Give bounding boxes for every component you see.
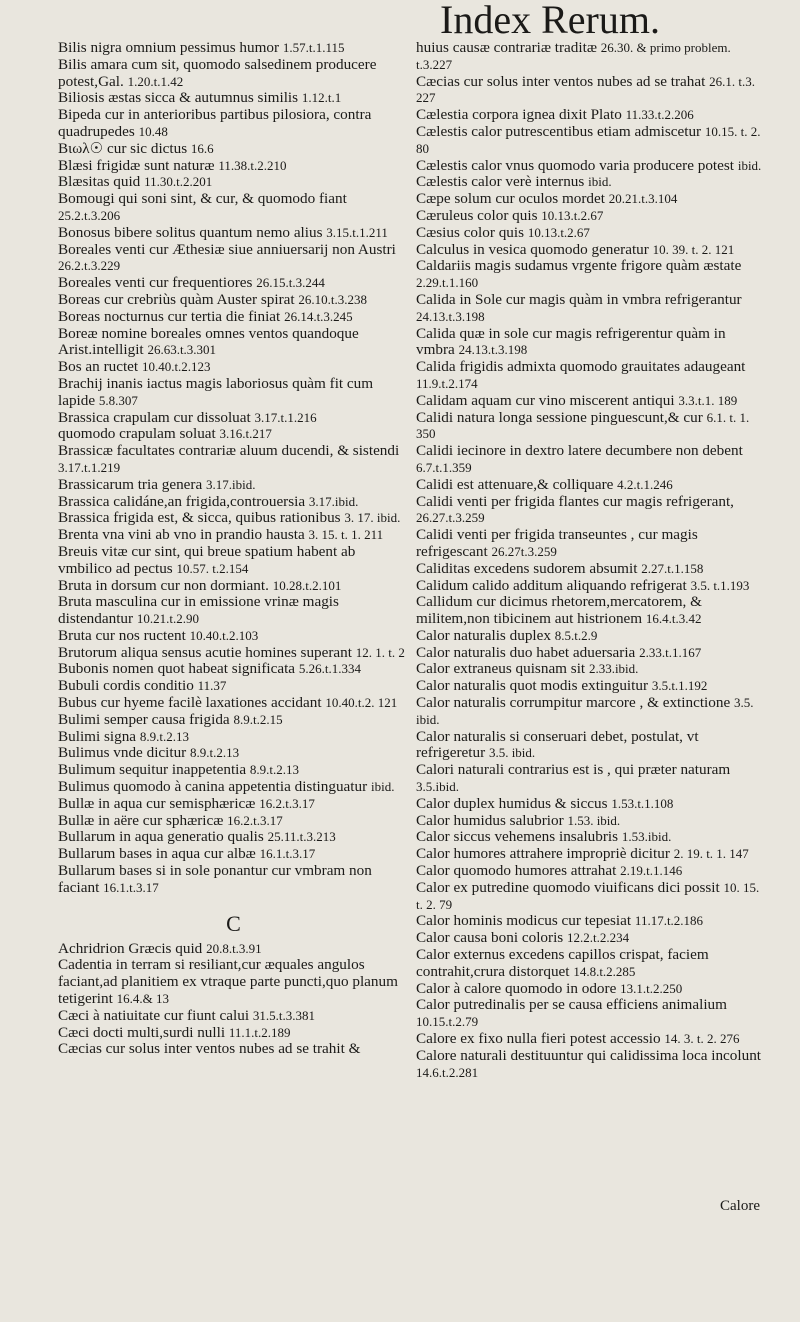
entry-location: 1.20.t.1.42 (127, 73, 184, 89)
entry-text: Brenta vna vini ab vno in prandio hausta (58, 526, 305, 544)
index-c-entries-continued (416, 40, 768, 1081)
entry-text: Boreæ nomine boreales omnes ventos quandoque Arist.intelligit (58, 324, 359, 359)
index-entry (416, 443, 768, 477)
entry-location: 16.6 (190, 140, 214, 156)
entry-location: 3.3.t.1. 189 (678, 392, 738, 408)
entry-location: 10.48 (138, 123, 168, 139)
index-entry (416, 930, 768, 947)
entry-location: 10.13.t.2.67 (541, 207, 604, 223)
entry-location: 3.5. ibid. (416, 695, 754, 727)
entry-text: Blæsitas quid (58, 173, 141, 191)
index-entry (416, 174, 768, 191)
entry-text: Calore naturali destituuntur qui calidissima loca incolunt (416, 1046, 762, 1064)
entry-text: Brassica calidáne,an frigida,controuersia (58, 492, 306, 510)
entry-text: Brassicarum tria genera (58, 475, 203, 493)
entry-location: 25.11.t.3.213 (267, 829, 336, 845)
index-entry (416, 242, 768, 259)
entry-text: Brutorum aliqua sensus acutie homines superant (58, 643, 352, 661)
entry-text: Cæruleus color quis (416, 206, 538, 224)
index-entry (58, 544, 410, 578)
index-entry (58, 745, 410, 762)
entry-location: 8.9.t.2.13 (249, 762, 300, 778)
entry-text: Brassica crapulam cur dissoluat (58, 408, 251, 426)
index-entry (58, 628, 410, 645)
entry-text: Calori naturali contrarius est is , qui præter naturam (416, 761, 731, 779)
entry-text: Calor naturalis duo habet aduersaria (416, 643, 636, 661)
entry-location: 3.5. t.1.193 (690, 577, 750, 593)
entry-text: Cælestia corpora ignea dixit Plato (416, 106, 622, 124)
section-letter: C (226, 910, 242, 936)
index-entry (416, 258, 768, 292)
entry-location: ibid. (588, 174, 612, 190)
index-entry (416, 1031, 768, 1048)
page-title: Index Rerum. (440, 0, 660, 42)
entry-location: 3.5. ibid. (488, 745, 536, 761)
index-entry (416, 158, 768, 175)
entry-location: ibid. (737, 157, 762, 173)
entry-text: Calida frigidis admixta quomodo grauitates adaugeant (416, 358, 746, 376)
entry-text: Bubuli cordis conditio (58, 677, 194, 695)
index-entry (58, 846, 410, 863)
entry-text: Bullæ in aëre cur sphæricæ (58, 811, 224, 829)
index-entry (58, 90, 410, 107)
entry-text: Brachij inanis iactus magis laboriosus quàm fit cum lapide (58, 374, 374, 409)
index-entry (416, 477, 768, 494)
entry-text: Cæpe solum cur oculos mordet (416, 190, 605, 208)
index-entry (58, 645, 410, 662)
entry-location: 3.15.t.1.211 (326, 224, 388, 240)
entry-text: Calidum calido additum aliquando refrigerat (416, 576, 687, 594)
entry-text: Calor externus excedens capillos crispat, faciem contrahit,crura distorquet (416, 946, 709, 980)
entry-location: 8.9.t.2.13 (139, 728, 189, 744)
index-entry (58, 678, 410, 695)
index-entry (58, 242, 410, 276)
entry-text: Calor naturalis si conseruari debet, postulat, vt refrigeretur (416, 727, 699, 762)
entry-location: 14.6.t.2.281 (416, 1064, 479, 1080)
entry-location: 3. 17. ibid. (344, 510, 401, 526)
entry-text: Calor duplex humidus & siccus (416, 794, 608, 812)
entry-text: Bruta masculina cur in emissione vrinæ magis distendantur (58, 593, 339, 628)
index-entry (416, 292, 768, 326)
entry-location: 3.17.ibid. (308, 493, 359, 509)
entry-location: 8.5.t.2.9 (554, 627, 598, 643)
entry-text: Cadentia in terram si resiliant,cur æquales angulos faciant,ad planitiem ex vtraque parte puncti,quo planum tetigerint (58, 956, 398, 1008)
index-c-entries (58, 941, 410, 1059)
index-entry (416, 578, 768, 595)
entry-location: 11.37 (197, 678, 227, 694)
entry-location: 10.40.t.2.103 (189, 627, 259, 643)
index-entry (58, 1025, 410, 1042)
entry-text: Βιωλ☉ cur sic dictus (58, 139, 188, 157)
entry-location: 26.63.t.3.301 (147, 342, 217, 358)
entry-location: 3. 15. t. 1. 211 (308, 527, 384, 543)
entry-text: Boreales venti cur frequentiores (58, 274, 253, 292)
index-entry (416, 796, 768, 813)
entry-text: Breuis vitæ cur sint, qui breue spatium habent ab vmbilico ad pectus (58, 542, 356, 577)
entry-text: Calor siccus vehemens insalubris (416, 828, 619, 846)
entry-location: 11.9.t.2.174 (416, 375, 478, 391)
entry-location: 1.12.t.1 (301, 90, 342, 106)
index-entry (58, 410, 410, 427)
entry-text: Calor à calore quomodo in odore (416, 979, 617, 997)
index-entry (416, 981, 768, 998)
entry-location: 16.2.t.3.17 (227, 812, 283, 828)
index-entry (58, 292, 410, 309)
index-entry (58, 957, 410, 1007)
index-entry (58, 40, 410, 57)
entry-location: 14. 3. t. 2. 276 (664, 1031, 740, 1047)
entry-location: 31.5.t.3.381 (252, 1007, 315, 1023)
entry-text: Calor humores attrahere impropriè dicitur (416, 845, 670, 863)
entry-text: Brassica frigida est, & sicca, quibus rationibus (58, 509, 341, 527)
entry-location: 8.9.t.2.15 (233, 711, 283, 727)
entry-location: 11.38.t.2.210 (218, 157, 287, 173)
index-entry (416, 40, 768, 74)
entry-text: Calor naturalis quot modis extinguitur (416, 677, 649, 695)
entry-location: 26.14.t.3.245 (284, 308, 353, 324)
index-b-entries (58, 40, 410, 897)
entry-text: Brassicæ facultates contrariæ aluum ducendi, & sistendi (58, 442, 400, 460)
index-entry (416, 947, 768, 981)
entry-text: Boreas cur crebriùs quàm Auster spirat (58, 290, 295, 308)
entry-location: 10. 39. t. 2. 121 (652, 241, 735, 257)
entry-location: 24.13.t.3.198 (458, 342, 528, 358)
index-entry (416, 913, 768, 930)
entry-text: Caliditas excedens sudorem absumit (416, 559, 638, 577)
entry-text: Boreas nocturnus cur tertia die finiat (58, 307, 281, 325)
entry-location: 16.1.t.3.17 (103, 879, 159, 895)
index-entry (58, 426, 410, 443)
entry-location: 25.2.t.3.206 (58, 207, 121, 223)
catchword: Calore (720, 1198, 760, 1214)
index-entry (58, 762, 410, 779)
index-entry (416, 762, 768, 796)
index-entry (58, 494, 410, 511)
entry-location: 8.9.t.2.13 (190, 745, 240, 761)
entry-location: 13.1.t.2.250 (620, 980, 683, 996)
index-entry (58, 359, 410, 376)
entry-text: Cæsius color quis (416, 223, 525, 241)
entry-text: Bulimus quomodo à canina appetentia distinguatur (58, 778, 368, 796)
entry-location: 12. 1. t. 2 (355, 644, 405, 660)
index-entry (58, 57, 410, 91)
entry-location: 10. 15. t. 2. 79 (416, 879, 760, 912)
index-entry (416, 208, 768, 225)
entry-location: 11.17.t.2.186 (634, 913, 704, 929)
entry-location: 1.53. ibid. (567, 812, 621, 828)
entry-location: 3.17.t.1.216 (254, 409, 317, 425)
entry-location: 26.30. & primo problem. t.3.227 (416, 40, 731, 72)
entry-location: 4.2.t.1.246 (617, 476, 673, 492)
entry-location: 2.29.t.1.160 (416, 275, 479, 291)
entry-text: Calidi venti per frigida transeuntes , cur magis refrigescant (416, 526, 698, 560)
entry-location: 12.2.t.2.234 (567, 930, 630, 946)
index-entry (416, 107, 768, 124)
entry-location: 10.28.t.2.101 (272, 577, 342, 593)
entry-text: Bubus cur hyeme facilè laxationes accidant (58, 694, 322, 712)
entry-text: Bilis nigra omnium pessimus humor (58, 39, 280, 56)
entry-location: 14.8.t.2.285 (573, 963, 636, 979)
entry-text: Bulimi semper causa frigida (58, 710, 230, 728)
entry-text: Caldariis magis sudamus vrgente frigore quàm æstate (416, 257, 742, 275)
index-entry (58, 225, 410, 242)
index-entry (416, 225, 768, 242)
entry-location: 11.1.t.2.189 (228, 1024, 291, 1040)
index-entry (416, 124, 768, 158)
entry-text: Cælestis calor vnus quomodo varia producere potest (416, 156, 735, 174)
index-entry (416, 1048, 768, 1082)
entry-text: Bilis amara cum sit, quomodo salsedinem producere potest,Gal. (58, 55, 377, 90)
entry-text: Cælestis calor putrescentibus etiam admiscetur (416, 122, 702, 140)
entry-location: 10.21.t.2.90 (136, 611, 199, 627)
entry-text: Calidi est attenuare,& colliquare (416, 475, 614, 493)
entry-location: 10.57. t.2.154 (176, 560, 249, 576)
index-entry (58, 661, 410, 678)
entry-text: Bipeda cur in anterioribus partibus pilosiora, contra quadrupedes (58, 106, 372, 140)
entry-text: Boreales venti cur Æthesiæ siue anniuersarij non Austri (58, 240, 396, 258)
entry-location: 2.27.t.1.158 (641, 560, 704, 576)
entry-text: Calidi iecinore in dextro latere decumbere non debent (416, 442, 743, 460)
index-entry (58, 779, 410, 796)
left-column (58, 40, 410, 1058)
entry-location: 16.4.& 13 (116, 991, 169, 1007)
index-entry (416, 410, 768, 444)
entry-location: 3.17.t.1.219 (58, 459, 121, 475)
index-entry (58, 1008, 410, 1025)
index-entry (416, 74, 768, 108)
index-entry (58, 1041, 410, 1058)
entry-location: 20.8.t.3.91 (206, 940, 262, 956)
entry-location: 3.5.ibid. (416, 779, 459, 795)
index-entry (58, 829, 410, 846)
entry-text: Bullarum bases in aqua cur albæ (58, 845, 256, 863)
entry-text: Bullarum in aqua generatio qualis (58, 828, 264, 846)
entry-location: 3.5.t.1.192 (651, 678, 708, 694)
entry-text: Bulimus vnde dicitur (58, 744, 187, 762)
entry-text: Bomougi qui soni sint, & cur, & quomodo fiant (58, 190, 347, 208)
entry-text: Calor naturalis corrumpitur marcore , & extinctione (416, 694, 731, 712)
entry-text: Calor naturalis duplex (416, 626, 551, 644)
entry-location: 16.4.t.3.42 (645, 611, 702, 627)
entry-location: 26.15.t.3.244 (256, 275, 325, 291)
entry-location: 24.13.t.3.198 (416, 308, 485, 324)
entry-location: 16.1.t.3.17 (259, 846, 316, 862)
entry-location: 2. 19. t. 1. 147 (673, 846, 749, 862)
index-entry (58, 107, 410, 141)
index-entry (58, 796, 410, 813)
entry-location: 10.15. t. 2. 80 (416, 123, 761, 156)
entry-text: Calore ex fixo nulla fieri potest accessio (416, 1030, 661, 1048)
entry-location: ibid. (370, 779, 395, 795)
index-entry (58, 729, 410, 746)
index-entry (58, 141, 410, 158)
index-entry (416, 863, 768, 880)
entry-location: 6.1. t. 1. 350 (416, 409, 750, 442)
entry-text: Bulimi signa (58, 727, 137, 745)
entry-text: Bruta cur nos ructent (58, 626, 186, 644)
entry-text: Biliosis æstas sicca & autumnus similis (58, 89, 299, 107)
entry-text: Cæci docti multi,surdi nulli (58, 1023, 226, 1041)
entry-text: Bos an ructet (58, 358, 139, 376)
entry-text: Bruta in dorsum cur non dormiant. (58, 576, 269, 594)
index-entry (416, 729, 768, 763)
entry-location: 2.33.ibid. (588, 661, 639, 677)
entry-location: 3.17.ibid. (206, 476, 256, 492)
index-entry (58, 477, 410, 494)
index-entry (58, 376, 410, 410)
index-entry (58, 443, 410, 477)
index-entry (58, 527, 410, 544)
entry-location: 10.40.t.2. 121 (325, 695, 398, 711)
entry-location: 26.10.t.3.238 (298, 291, 368, 307)
entry-text: Bonosus bibere solitus quantum nemo alius (58, 223, 323, 241)
index-entry (58, 326, 410, 360)
entry-text: Calor causa boni coloris (416, 929, 564, 947)
entry-text: Calida in Sole cur magis quàm in vmbra refrigerantur (416, 290, 742, 308)
index-entry (416, 813, 768, 830)
entry-text: Bullarum bases si in sole ponantur cur vmbram non faciant (58, 862, 372, 896)
entry-location: 5.26.t.1.334 (298, 661, 361, 677)
index-entry (416, 359, 768, 393)
entry-location: 10.15.t.2.79 (416, 1014, 479, 1030)
index-entry (416, 880, 768, 914)
index-entry (416, 829, 768, 846)
entry-text: Calida quæ in sole cur magis refrigerentur quàm in vmbra (416, 324, 726, 359)
entry-location: 1.57.t.1.115 (282, 40, 345, 55)
index-entry (416, 628, 768, 645)
entry-location: 2.33.t.1.167 (639, 644, 702, 660)
entry-text: Bulimum sequitur inappetentia (58, 761, 247, 779)
entry-location: 26.1. t.3. 227 (416, 73, 756, 106)
index-entry (416, 594, 768, 628)
entry-location: 3.16.t.217 (219, 426, 272, 442)
entry-text: Cæcias cur solus inter ventos nubes ad se trahat (416, 72, 706, 90)
index-entry (58, 941, 410, 958)
entry-text: Calor humidus salubrior (416, 811, 564, 829)
entry-text: Calidam aquam cur vino miscerent antiqui (416, 391, 675, 409)
index-entry (58, 578, 410, 595)
entry-location: 10.13.t.2.67 (527, 224, 590, 240)
entry-text: quomodo crapulam soluat (58, 425, 216, 443)
index-entry (416, 997, 768, 1031)
entry-location: 1.53.t.1.108 (611, 795, 674, 811)
index-entry (416, 695, 768, 729)
entry-text: Calculus in vesica quomodo generatur (416, 240, 649, 258)
entry-text: Callidum cur dicimus rhetorem,mercatorem, & militem,non tibicinem aut histrionem (416, 593, 702, 628)
entry-text: Calor hominis modicus cur tepesiat (416, 912, 632, 930)
entry-text: Calor extraneus quisnam sit (416, 660, 586, 678)
index-entry (416, 326, 768, 360)
entry-text: Bubonis nomen quot habeat significata (58, 660, 296, 678)
entry-location: 1.53.ibid. (621, 829, 672, 845)
entry-location: 11.33.t.2.206 (625, 107, 694, 123)
entry-location: 2.19.t.1.146 (620, 863, 683, 879)
index-entry (58, 174, 410, 191)
right-column (416, 40, 768, 1081)
index-entry (58, 191, 410, 225)
entry-text: Calidi venti per frigida flantes cur magis refrigerant, (416, 492, 734, 510)
entry-location: 26.27t.3.259 (491, 543, 557, 559)
entry-text: Calidi natura longa sessione pinguescunt,& cur (416, 408, 703, 426)
index-entry (416, 191, 768, 208)
index-entry (416, 527, 768, 561)
entry-location: 11.30.t.2.201 (144, 174, 213, 190)
entry-location: 6.7.t.1.359 (416, 459, 472, 475)
index-entry (416, 645, 768, 662)
entry-location: 26.27.t.3.259 (416, 510, 485, 526)
entry-location: 26.2.t.3.229 (58, 258, 121, 274)
entry-text: Cælestis calor verè internus (416, 173, 585, 191)
index-entry (58, 863, 410, 897)
index-entry (416, 661, 768, 678)
index-entry (58, 594, 410, 628)
index-entry (58, 510, 410, 527)
entry-text: Cæcias cur solus inter ventos nubes ad se trahit & (58, 1040, 361, 1058)
entry-text: Cæci à natiuitate cur fiunt calui (58, 1006, 250, 1024)
entry-text: Achridrion Græcis quid (58, 939, 203, 957)
entry-text: Calor quomodo humores attrahat (416, 862, 617, 880)
index-entry (58, 309, 410, 326)
entry-location: 5.8.307 (98, 392, 138, 408)
entry-location: 16.2.t.3.17 (259, 795, 315, 811)
entry-location: 10.40.t.2.123 (141, 359, 211, 375)
index-entry (416, 393, 768, 410)
index-entry (58, 275, 410, 292)
index-entry (416, 494, 768, 528)
index-entry (416, 678, 768, 695)
index-entry (58, 712, 410, 729)
index-entry (58, 158, 410, 175)
entry-text: Calor ex putredine quomodo viuificans dici possit (416, 878, 720, 896)
entry-text: Bullæ in aqua cur semisphæricæ (58, 794, 256, 812)
index-entry (58, 695, 410, 712)
entry-text: Blæsi frigidæ sunt naturæ (58, 156, 215, 174)
index-entry (416, 846, 768, 863)
entry-location: 20.21.t.3.104 (608, 191, 678, 207)
index-entry (416, 561, 768, 578)
entry-text: huius causæ contrariæ traditæ (416, 39, 597, 56)
index-entry (58, 813, 410, 830)
entry-text: Calor putredinalis per se causa efficiens animalium (416, 996, 727, 1014)
